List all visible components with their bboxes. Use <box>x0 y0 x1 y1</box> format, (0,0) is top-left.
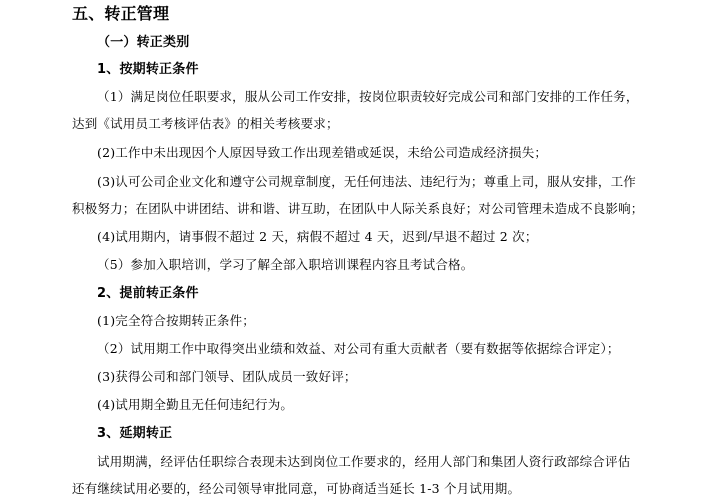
section-subtitle: （一）转正类别 <box>97 35 190 50</box>
early-item-1: (1)完全符合按期转正条件； <box>97 313 256 328</box>
early-item-3: (3)获得公司和部门领导、团队成员一致好评； <box>97 369 357 384</box>
early-heading: 2、提前转正条件 <box>97 286 199 301</box>
section-title: 五、转正管理 <box>72 4 170 23</box>
scheduled-item-3-continuation: 积极努力；在团队中讲团结、讲和谐、讲互助，在团队中人际关系良好；对公司管理未造成不良影响； <box>72 201 644 216</box>
extended-heading: 3、延期转正 <box>97 426 173 441</box>
scheduled-item-1-continuation: 达到《试用员工考核评估表》的相关考核要求； <box>72 116 339 131</box>
early-item-2: （2）试用期工作中取得突出业绩和效益、对公司有重大贡献者（要有数据等依据综合评定）； <box>97 341 620 356</box>
extended-item-1: 试用期满，经评估任职综合表现未达到岗位工作要求的，经用人部门和集团人资行政部综合评估 <box>97 454 631 469</box>
scheduled-item-3: (3)认可公司企业文化和遵守公司规章制度，无任何违法、违纪行为；尊重上司，服从安排，工作 <box>97 174 637 189</box>
scheduled-item-4: (4)试用期内，请事假不超过 2 天，病假不超过 4 天，迟到/早退不超过 2 次； <box>97 229 538 244</box>
extended-item-1-continuation: 还有继续试用必要的，经公司领导审批同意，可协商适当延长 1-3 个月试用期。 <box>72 481 521 496</box>
scheduled-item-2: (2)工作中未出现因个人原因导致工作出现差错或延误，未给公司造成经济损失； <box>97 145 548 160</box>
scheduled-item-1: （1）满足岗位任职要求，服从公司工作安排，按岗位职责较好完成公司和部门安排的工作任务， <box>97 89 639 104</box>
early-item-4: (4)试用期全勤且无任何违纪行为。 <box>97 397 294 412</box>
scheduled-item-5: （5）参加入职培训，学习了解全部入职培训课程内容且考试合格。 <box>97 257 474 272</box>
scheduled-heading: 1、按期转正条件 <box>97 62 199 77</box>
